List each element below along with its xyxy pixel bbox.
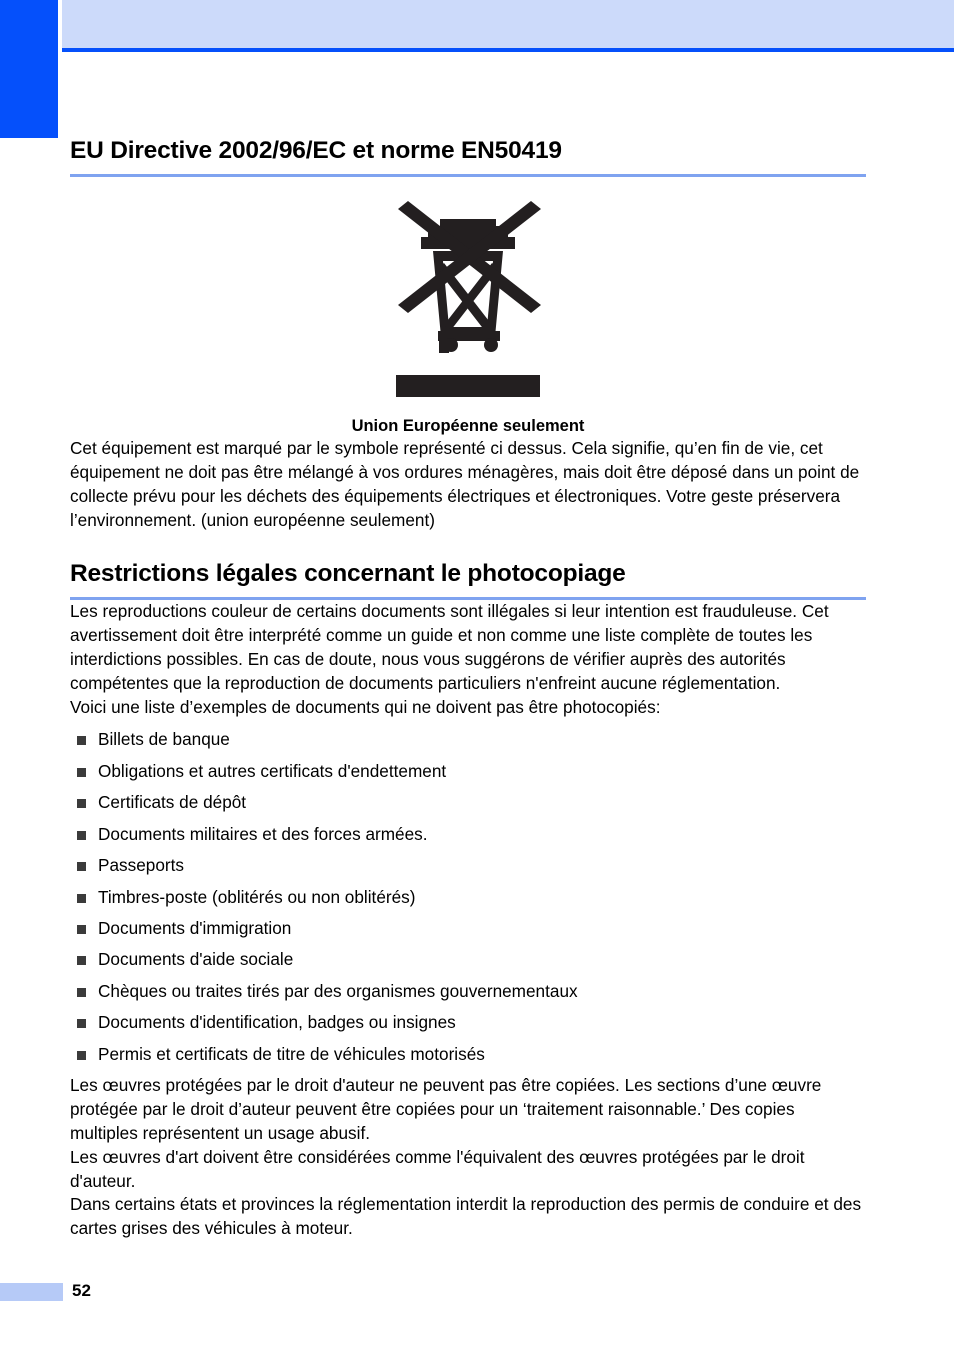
- paragraph-reproductions: Les reproductions couleur de certains documents sont illégales si leur intention est frauduleuse. Cet avertissement doit être interprété comme un guide et non comme une liste complète de toutes les interdictions possibles. En cas de doute, nous vous suggérons de vérifier auprès des autorités compétentes que la reproduction de documents particuliers n'enfreint aucune réglementation.: [70, 600, 829, 693]
- list-item: [70, 791, 866, 815]
- square-bullet-icon: [77, 956, 86, 965]
- prohibited-documents-list: [70, 728, 866, 1066]
- list-item: [70, 1043, 866, 1067]
- list-item-label: Chèques ou traites tirés par des organismes gouvernementaux: [98, 980, 578, 1001]
- list-item-label: Documents d'identification, badges ou insignes: [98, 1012, 456, 1033]
- list-item-label: Passeports: [98, 855, 184, 876]
- weee-figure: [70, 199, 866, 404]
- list-item: [70, 948, 866, 972]
- page-number: 52: [72, 1281, 91, 1300]
- list-item-label: Billets de banque: [98, 729, 230, 750]
- square-bullet-icon: [77, 799, 86, 808]
- list-item-label: Documents d'immigration: [98, 917, 292, 938]
- page-content: [70, 138, 866, 1241]
- paragraph-liste-intro: Voici une liste d’exemples de documents qui ne doivent pas être photocopiés:: [70, 696, 661, 717]
- list-item-label: Timbres-poste (oblitérés ou non oblitérés): [98, 886, 416, 907]
- square-bullet-icon: [77, 831, 86, 840]
- list-item-label: Obligations et autres certificats d'endettement: [98, 760, 447, 781]
- square-bullet-icon: [77, 988, 86, 997]
- square-bullet-icon: [77, 862, 86, 871]
- list-item-label: Documents militaires et des forces armées.: [98, 823, 428, 844]
- square-bullet-icon: [77, 768, 86, 777]
- header-side-tab: [0, 0, 58, 138]
- list-item: [70, 854, 866, 878]
- list-item: [70, 728, 866, 752]
- footer-side-tab: [0, 1283, 63, 1301]
- paragraph-eu-directive: Cet équipement est marqué par le symbole représenté ci dessus. Cela signifie, qu’en fin de vie, cet équipement ne doit pas être mélangé à vos ordures ménagères, mais doit être déposé dans un point de collecte prévu pour les déchets des équipements électriques et électroniques. Votre geste préservera l’environnement. (union européenne seulement): [70, 438, 860, 531]
- square-bullet-icon: [77, 736, 86, 745]
- square-bullet-icon: [77, 1019, 86, 1028]
- section-restrictions-legales: [70, 561, 866, 600]
- list-item: [70, 886, 866, 910]
- page-title: EU Directive 2002/96/EC et norme EN50419: [70, 137, 562, 164]
- list-item: [70, 760, 866, 784]
- paragraph-oeuvres-protegees: Les œuvres protégées par le droit d'auteur ne peuvent pas être copiées. Les sections d’une œuvre protégée par le droit d’auteur peuvent être copiées pour un ‘traitement raisonnable.’ Des copies multiples représentent un usage abusif.: [70, 1074, 822, 1143]
- list-item: [70, 1011, 866, 1035]
- list-item: [70, 917, 866, 941]
- list-item-label: Certificats de dépôt: [98, 792, 247, 813]
- header-rule: [62, 48, 954, 52]
- crossed-out-wheeled-bin-icon: [388, 199, 548, 399]
- heading-underline: [70, 174, 866, 177]
- list-item: [70, 980, 866, 1004]
- header-band: [62, 0, 954, 48]
- square-bullet-icon: [77, 894, 86, 903]
- section-heading-restrictions: Restrictions légales concernant le photocopiage: [70, 560, 626, 587]
- figure-caption: Union Européenne seulement: [351, 416, 585, 435]
- list-item-label: Permis et certificats de titre de véhicules motorisés: [98, 1043, 485, 1064]
- square-bullet-icon: [77, 925, 86, 934]
- paragraph-oeuvres-art: Les œuvres d'art doivent être considérées comme l'équivalent des œuvres protégées par le droit d'auteur.: [70, 1146, 805, 1191]
- section-eu-directive: [70, 138, 866, 177]
- square-bullet-icon: [77, 1051, 86, 1060]
- paragraph-etats-provinces: Dans certains états et provinces la réglementation interdit la reproduction des permis de conduire et des cartes grises des véhicules à moteur.: [70, 1194, 862, 1239]
- list-item-label: Documents d'aide sociale: [98, 949, 294, 970]
- list-item: [70, 823, 866, 847]
